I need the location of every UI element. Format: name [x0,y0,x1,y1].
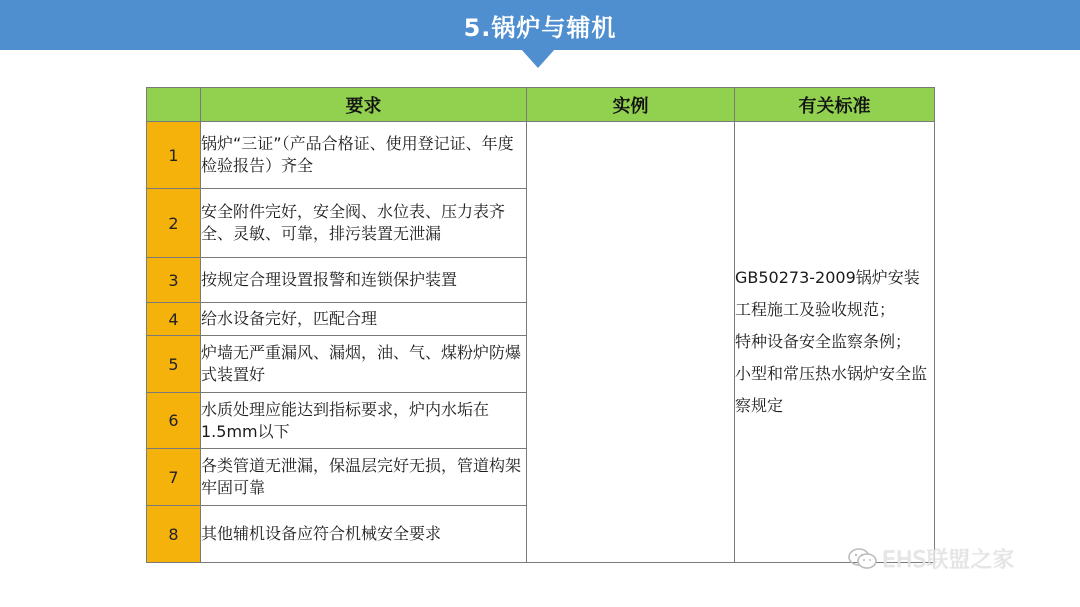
example-cell [527,122,735,563]
header-standard: 有关标准 [735,88,935,122]
title-pointer-arrow [521,49,555,68]
standards-cell [735,122,935,563]
row-requirement: 锅炉“三证”（产品合格证、使用登记证、年度检验报告）齐全 [201,122,527,189]
row-number: 5 [147,336,201,393]
table-row [147,122,935,189]
standard-ref: 小型和常压热水锅炉安全监察规定 [735,364,928,415]
wechat-icon [848,547,878,571]
watermark-text: EHS联盟之家 [882,548,1015,573]
header-example: 实例 [527,88,735,122]
slide-title: 5.锅炉与辅机 [463,13,617,42]
header-number [147,88,201,122]
header-requirement: 要求 [201,88,527,122]
requirements-table [146,87,935,563]
row-requirement: 按规定合理设置报警和连锁保护装置 [201,258,527,303]
row-requirement: 安全附件完好，安全阀、水位表、压力表齐全、灵敏、可靠，排污装置无泄漏 [201,189,527,258]
row-number: 8 [147,506,201,563]
row-number: 3 [147,258,201,303]
row-number: 6 [147,393,201,449]
row-number: 2 [147,189,201,258]
row-requirement: 水质处理应能达到指标要求，炉内水垢在1.5mm以下 [201,393,527,449]
title-bar [0,0,1080,50]
row-number: 7 [147,449,201,506]
row-requirement: 给水设备完好，匹配合理 [201,303,527,336]
row-requirement: 炉墙无严重漏风、漏烟，油、气、煤粉炉防爆式装置好 [201,336,527,393]
row-requirement: 各类管道无泄漏，保温层完好无损，管道构架牢固可靠 [201,449,527,506]
row-number: 1 [147,122,201,189]
row-requirement: 其他辅机设备应符合机械安全要求 [201,506,527,563]
watermark [848,543,1014,574]
table-header-row [147,88,935,122]
standard-ref: GB50273-2009锅炉安装工程施工及验收规范； [735,268,920,319]
standard-ref: 特种设备安全监察条例； [735,332,912,351]
row-number: 4 [147,303,201,336]
